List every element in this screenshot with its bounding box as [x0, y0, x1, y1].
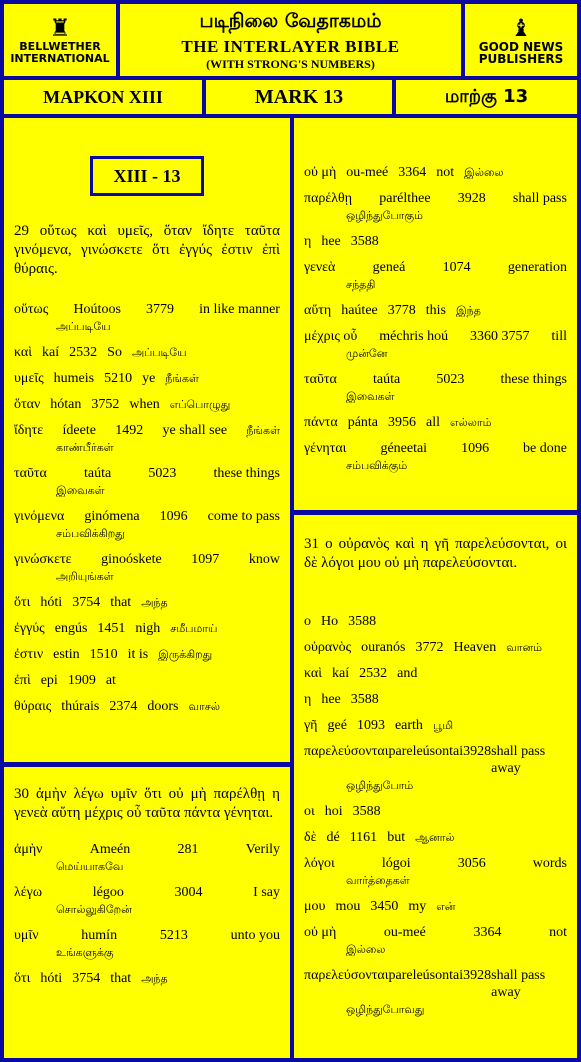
- greek-word: οὕτως: [14, 302, 49, 317]
- word-entry: [14, 301, 280, 335]
- verse-30-entries: [14, 841, 280, 987]
- ref-tamil: மாற்கு 13: [396, 80, 577, 114]
- greek-word: ταῦτα: [304, 372, 337, 387]
- transliteration: estin: [53, 647, 80, 662]
- greek-word: η: [304, 692, 312, 707]
- title-block: [120, 4, 461, 76]
- english-gloss: till: [551, 329, 567, 344]
- left-logo-line2: INTERNATIONAL: [10, 52, 110, 65]
- tamil-gloss: பூமி: [432, 719, 454, 732]
- greek-word: ἐστιν: [14, 647, 44, 662]
- greek-word: μέχρις οὗ: [304, 329, 358, 344]
- verse-30-continued-entries: [304, 164, 567, 474]
- greek-word: ἐπὶ: [14, 673, 31, 688]
- transliteration: epi: [40, 673, 58, 688]
- word-entry: [304, 665, 567, 682]
- strongs-number: 1492: [115, 423, 144, 438]
- word-entry: [304, 414, 567, 431]
- english-gloss: all: [426, 415, 441, 430]
- word-entry-line: [304, 259, 567, 276]
- word-entry: [14, 672, 280, 689]
- transliteration: geneá: [372, 260, 406, 275]
- tamil-gloss: இல்லை: [464, 166, 504, 179]
- transliteration: dé: [326, 830, 340, 845]
- word-entry: [304, 717, 567, 734]
- right-logo-line2: PUBLISHERS: [478, 52, 564, 66]
- tamil-gloss: உங்களுக்கு: [56, 946, 114, 959]
- word-entry: [304, 302, 567, 319]
- transliteration: Ho: [321, 614, 339, 629]
- greek-word: οὐρανὸς: [304, 640, 352, 655]
- english-gloss: it is: [127, 647, 149, 662]
- strongs-number: 5023: [148, 466, 177, 481]
- tamil-gloss: ஒழிந்துபோம்: [346, 779, 414, 792]
- strongs-number: 1096: [461, 441, 490, 456]
- transliteration: taúta: [84, 466, 112, 481]
- transliteration: haútee: [341, 303, 378, 318]
- tamil-gloss: அறியுங்கள்: [56, 570, 114, 583]
- strongs-number: 3056: [457, 856, 486, 871]
- word-entry: [14, 370, 280, 387]
- transliteration: thúrais: [61, 699, 100, 714]
- tamil-gloss: சம்பவிக்கிறது: [56, 527, 125, 540]
- english-gloss: ye shall see: [162, 423, 228, 438]
- tamil-gloss: அப்படியே: [131, 346, 187, 359]
- greek-word: ἐγγύς: [14, 621, 45, 636]
- english-gloss: know: [248, 552, 280, 567]
- verse-30-text: 30 ἀμὴν λέγω υμῖν ὅτι οὐ μὴ παρέλθῃ η γενεὰ αὕτη μέχρις οὗ ταῦτα πάντα γένηται.: [14, 786, 280, 821]
- transliteration: hee: [321, 692, 341, 707]
- greek-word: ἴδητε: [14, 423, 44, 438]
- tamil-gloss: ஒழிந்துபோவது: [346, 1003, 425, 1016]
- word-entry: [304, 691, 567, 708]
- transliteration: ídeete: [62, 423, 96, 438]
- right-logo-line1: GOOD NEWS: [478, 40, 564, 54]
- word-entry-line: [304, 328, 567, 345]
- tamil-gloss: இவைகள்: [346, 390, 395, 403]
- transliteration: hóti: [40, 971, 63, 986]
- word-entry-line: [304, 743, 567, 777]
- word-entry: [14, 551, 280, 585]
- word-entry-line: [304, 691, 567, 708]
- transliteration: parélthee: [379, 191, 431, 206]
- transliteration: pánta: [347, 415, 379, 430]
- word-entry-line: [304, 164, 567, 181]
- verse-30-panel: [4, 767, 290, 1058]
- transliteration: Hoútoos: [73, 302, 121, 317]
- tamil-gloss: இருக்கிறது: [158, 648, 213, 661]
- word-entry-line: [14, 301, 280, 318]
- strongs-number: 281: [177, 842, 199, 857]
- greek-word: μου: [304, 899, 326, 914]
- transliteration: geé: [327, 718, 347, 733]
- word-entry: [304, 967, 567, 1018]
- transliteration: Ameén: [89, 842, 131, 857]
- tamil-gloss: எல்லாம்: [450, 416, 492, 429]
- word-entry: [14, 465, 280, 499]
- ref-english: MARK 13: [206, 80, 392, 114]
- verse-31-entries: [304, 613, 567, 1018]
- transliteration: pareleúsontai: [388, 968, 464, 983]
- strongs-number: 3928: [457, 191, 486, 206]
- tamil-gloss: எப்பொழுது: [169, 398, 231, 411]
- english-gloss: this: [425, 303, 446, 318]
- english-gloss: unto you: [230, 928, 280, 943]
- tamil-gloss: வானம்: [506, 641, 543, 654]
- tamil-gloss: சம்பவிக்கும்: [346, 459, 408, 472]
- word-entry-line: [14, 884, 280, 901]
- english-gloss: doors: [147, 699, 179, 714]
- word-entry: [304, 855, 567, 889]
- word-entry-line: [304, 302, 567, 319]
- greek-word: καὶ: [304, 666, 323, 681]
- word-entry: [304, 233, 567, 250]
- transliteration: hótan: [50, 397, 82, 412]
- greek-word: οὐ μὴ: [304, 165, 337, 180]
- greek-word: γενεὰ: [304, 260, 336, 275]
- english-gloss: but: [387, 830, 406, 845]
- word-entry: [14, 620, 280, 637]
- transliteration: taúta: [373, 372, 401, 387]
- greek-word: ο: [304, 614, 311, 629]
- transliteration: géneetai: [380, 441, 428, 456]
- english-gloss: ye: [142, 371, 156, 386]
- word-entry-line: [14, 344, 280, 361]
- word-entry-line: [14, 698, 280, 715]
- strongs-number: 3004: [174, 885, 203, 900]
- word-entry-line: [14, 422, 280, 439]
- greek-word: λέγω: [14, 885, 43, 900]
- english-gloss: these things: [213, 466, 280, 481]
- english-gloss: shall pass: [512, 191, 567, 206]
- word-entry-line: [304, 190, 567, 207]
- tamil-gloss: ஒழிந்துபோகும்: [346, 209, 423, 222]
- greek-word: θύραις: [14, 699, 52, 714]
- strongs-number: 3364: [473, 925, 502, 940]
- page-title: THE INTERLAYER BIBLE: [181, 37, 400, 56]
- transliteration: ouranós: [361, 640, 406, 655]
- strongs-number: 3779: [146, 302, 174, 317]
- word-entry-line: [14, 370, 280, 387]
- greek-word: γινόμενα: [14, 509, 65, 524]
- tamil-gloss: இல்லை: [346, 943, 386, 956]
- transliteration: kaí: [42, 345, 60, 360]
- transliteration: kaí: [332, 666, 350, 681]
- word-entry: [304, 829, 567, 846]
- good-news-logo: [465, 4, 577, 76]
- strongs-number: 3956: [388, 415, 417, 430]
- word-entry: [304, 613, 567, 630]
- greek-word: παρελεύσονται: [304, 968, 389, 983]
- english-gloss: Verily: [245, 842, 280, 857]
- word-entry-line: [14, 465, 280, 482]
- word-entry-line: [304, 829, 567, 846]
- english-gloss: Heaven: [453, 640, 497, 655]
- strongs-number: 3588: [352, 804, 381, 819]
- word-entry-line: [14, 672, 280, 689]
- ref-greek: ΜΑΡΚΟΝ XIII: [4, 80, 202, 114]
- verse-29-text: 29 οὕτως καὶ υμεῖς, ὅταν ἴδητε ταῦτα γινόμενα, γινώσκετε ὅτι ἐγγύς ἐστιν ἐπὶ θύραις.: [14, 223, 280, 277]
- word-entry: [14, 344, 280, 361]
- tamil-gloss: அந்த: [141, 596, 168, 609]
- word-entry-line: [304, 665, 567, 682]
- tamil-gloss: இந்த: [455, 304, 481, 317]
- greek-word: οι: [304, 804, 315, 819]
- verse-29-entries: [14, 301, 280, 715]
- greek-word: γινώσκετε: [14, 552, 72, 567]
- greek-word: ταῦτα: [14, 466, 47, 481]
- english-gloss: words: [532, 856, 567, 871]
- strongs-number: 3360 3757: [470, 329, 530, 344]
- word-entry-line: [304, 967, 567, 1001]
- strongs-number: 5023: [436, 372, 465, 387]
- tamil-gloss: சமீபமாய்: [170, 622, 218, 635]
- transliteration: hoi: [324, 804, 343, 819]
- word-entry: [304, 898, 567, 915]
- word-entry: [304, 440, 567, 474]
- tamil-gloss: ஆனால்: [415, 831, 455, 844]
- word-entry: [304, 328, 567, 362]
- english-gloss: these things: [500, 372, 567, 387]
- greek-word: παρελεύσονται: [304, 744, 389, 759]
- english-gloss: I say: [253, 885, 280, 900]
- strongs-number: 3928: [463, 744, 492, 759]
- verse-31-text: 31 ο οὐρανὸς καὶ η γῆ παρελεύσονται, οι δὲ λόγοι μου οὐ μὴ παρελεύσονται.: [304, 536, 567, 571]
- greek-word: καὶ: [14, 345, 33, 360]
- strongs-number: 1161: [349, 830, 378, 845]
- word-entry: [304, 371, 567, 405]
- word-entry: [14, 698, 280, 715]
- english-gloss: shall pass away: [491, 968, 546, 1000]
- verse-30-continued-panel: [294, 118, 577, 510]
- word-entry-line: [14, 620, 280, 637]
- strongs-number: 1451: [97, 621, 126, 636]
- word-entry: [14, 884, 280, 918]
- english-gloss: not: [549, 925, 567, 940]
- transliteration: humeis: [53, 371, 95, 386]
- word-entry: [304, 259, 567, 293]
- word-entry-line: [304, 803, 567, 820]
- word-entry-line: [304, 898, 567, 915]
- word-entry: [14, 927, 280, 961]
- strongs-number: 2532: [69, 345, 98, 360]
- greek-word: γῆ: [304, 718, 318, 733]
- greek-word: υμεῖς: [14, 371, 44, 386]
- chapter-label: XIII - 13: [90, 156, 204, 196]
- word-entry: [304, 164, 567, 181]
- word-entry: [304, 639, 567, 656]
- greek-word: δὲ: [304, 830, 317, 845]
- english-gloss: that: [110, 971, 132, 986]
- word-entry-line: [304, 613, 567, 630]
- page-subtitle: (WITH STRONG'S NUMBERS): [206, 57, 375, 71]
- english-gloss: and: [397, 666, 418, 681]
- english-gloss: come to pass: [207, 509, 280, 524]
- english-gloss: nigh: [135, 621, 161, 636]
- transliteration: méchris hoú: [379, 329, 449, 344]
- strongs-number: 3588: [350, 234, 379, 249]
- word-entry: [304, 803, 567, 820]
- english-gloss: my: [408, 899, 427, 914]
- word-entry: [14, 970, 280, 987]
- tamil-gloss: வாசல்: [188, 700, 221, 713]
- english-gloss: at: [105, 673, 116, 688]
- greek-word: παρέλθῃ: [304, 191, 353, 206]
- word-entry: [14, 594, 280, 611]
- word-entry-line: [14, 646, 280, 663]
- strongs-number: 1074: [442, 260, 471, 275]
- word-entry-line: [14, 508, 280, 525]
- english-gloss: be done: [523, 441, 567, 456]
- tamil-gloss: சந்ததி: [346, 278, 376, 291]
- transliteration: humín: [81, 928, 118, 943]
- transliteration: hóti: [40, 595, 63, 610]
- bellwether-logo: [4, 4, 116, 76]
- english-gloss: that: [110, 595, 132, 610]
- strongs-number: 2532: [359, 666, 388, 681]
- greek-word: λόγοι: [304, 856, 335, 871]
- strongs-number: 3778: [387, 303, 416, 318]
- tamil-gloss: வார்த்தைகள்: [346, 874, 410, 887]
- word-entry-line: [14, 927, 280, 944]
- title-tamil: படிநிலை வேதாகமம்: [199, 10, 382, 32]
- english-gloss: in like manner: [199, 302, 280, 317]
- strongs-number: 3588: [348, 614, 377, 629]
- strongs-number: 3928: [463, 968, 492, 983]
- transliteration: ou-meé: [383, 925, 426, 940]
- transliteration: ou-meé: [346, 165, 389, 180]
- tamil-gloss: சொல்லுகிறேன்: [56, 903, 132, 916]
- strongs-number: 1909: [67, 673, 96, 688]
- tamil-gloss: என்: [436, 900, 456, 913]
- word-entry-line: [304, 924, 567, 941]
- tamil-gloss: அப்படியே: [56, 320, 111, 333]
- english-gloss: So: [107, 345, 122, 360]
- strongs-number: 3772: [415, 640, 444, 655]
- word-entry-line: [304, 717, 567, 734]
- bell-tower-icon: ♜: [49, 14, 71, 42]
- english-gloss: shall pass away: [491, 744, 546, 776]
- greek-word: υμῖν: [14, 928, 39, 943]
- greek-word: ὅτι: [14, 595, 31, 610]
- greek-word: οὐ μὴ: [304, 925, 337, 940]
- strongs-number: 3450: [370, 899, 399, 914]
- strongs-number: 1093: [356, 718, 385, 733]
- strongs-number: 3588: [350, 692, 379, 707]
- strongs-number: 1097: [191, 552, 220, 567]
- strongs-number: 1510: [89, 647, 118, 662]
- word-entry-line: [14, 970, 280, 987]
- transliteration: légoo: [92, 885, 124, 900]
- word-entry-line: [304, 639, 567, 656]
- word-entry-line: [304, 855, 567, 872]
- tamil-gloss: இவைகள்: [56, 484, 105, 497]
- strongs-number: 3754: [72, 971, 101, 986]
- transliteration: lógoi: [381, 856, 411, 871]
- word-entry: [14, 508, 280, 542]
- word-entry: [14, 841, 280, 875]
- verse-29-panel: [4, 118, 290, 762]
- tamil-gloss-inline: நீங்கள்: [246, 424, 280, 437]
- word-entry: [14, 422, 280, 456]
- strongs-number: 3752: [91, 397, 120, 412]
- greek-word: ὅτι: [14, 971, 31, 986]
- greek-word: ἀμὴν: [14, 842, 43, 857]
- transliteration: engús: [54, 621, 88, 636]
- left-logo-line1: BELLWETHER: [19, 40, 101, 53]
- strongs-number: 3364: [398, 165, 427, 180]
- strongs-number: 1096: [159, 509, 188, 524]
- greek-word: πάντα: [304, 415, 338, 430]
- verse-31-panel: [294, 515, 577, 1058]
- word-entry-line: [14, 841, 280, 858]
- word-entry-line: [304, 371, 567, 388]
- transliteration: ginoóskete: [101, 552, 162, 567]
- strongs-number: 3754: [72, 595, 101, 610]
- transliteration: hee: [321, 234, 341, 249]
- greek-word: ὅταν: [14, 397, 41, 412]
- transliteration: mou: [335, 899, 361, 914]
- tamil-gloss: காண்பீர்கள்: [56, 441, 114, 454]
- greek-word: αὕτη: [304, 303, 332, 318]
- english-gloss: not: [436, 165, 455, 180]
- tamil-gloss: அந்த: [141, 972, 168, 985]
- transliteration: ginómena: [84, 509, 140, 524]
- word-entry-line: [304, 440, 567, 457]
- tamil-gloss: நீங்கள்: [165, 372, 199, 385]
- strongs-number: 2374: [109, 699, 138, 714]
- tamil-gloss: முன்னே: [346, 347, 388, 360]
- strongs-number: 5213: [159, 928, 188, 943]
- word-entry-line: [14, 396, 280, 413]
- word-entry: [304, 743, 567, 794]
- greek-word: η: [304, 234, 312, 249]
- strongs-number: 5210: [104, 371, 133, 386]
- word-entry: [304, 924, 567, 958]
- word-entry-line: [14, 594, 280, 611]
- word-entry: [304, 190, 567, 224]
- word-entry-line: [14, 551, 280, 568]
- lamp-icon: ♝: [510, 14, 532, 42]
- english-gloss: when: [129, 397, 160, 412]
- word-entry-line: [304, 233, 567, 250]
- word-entry-line: [304, 414, 567, 431]
- word-entry: [14, 396, 280, 413]
- english-gloss: generation: [507, 260, 567, 275]
- greek-word: γένηται: [304, 441, 347, 456]
- word-entry: [14, 646, 280, 663]
- tamil-gloss: மெய்யாகவே: [56, 860, 124, 873]
- english-gloss: earth: [394, 718, 423, 733]
- transliteration: pareleúsontai: [388, 744, 464, 759]
